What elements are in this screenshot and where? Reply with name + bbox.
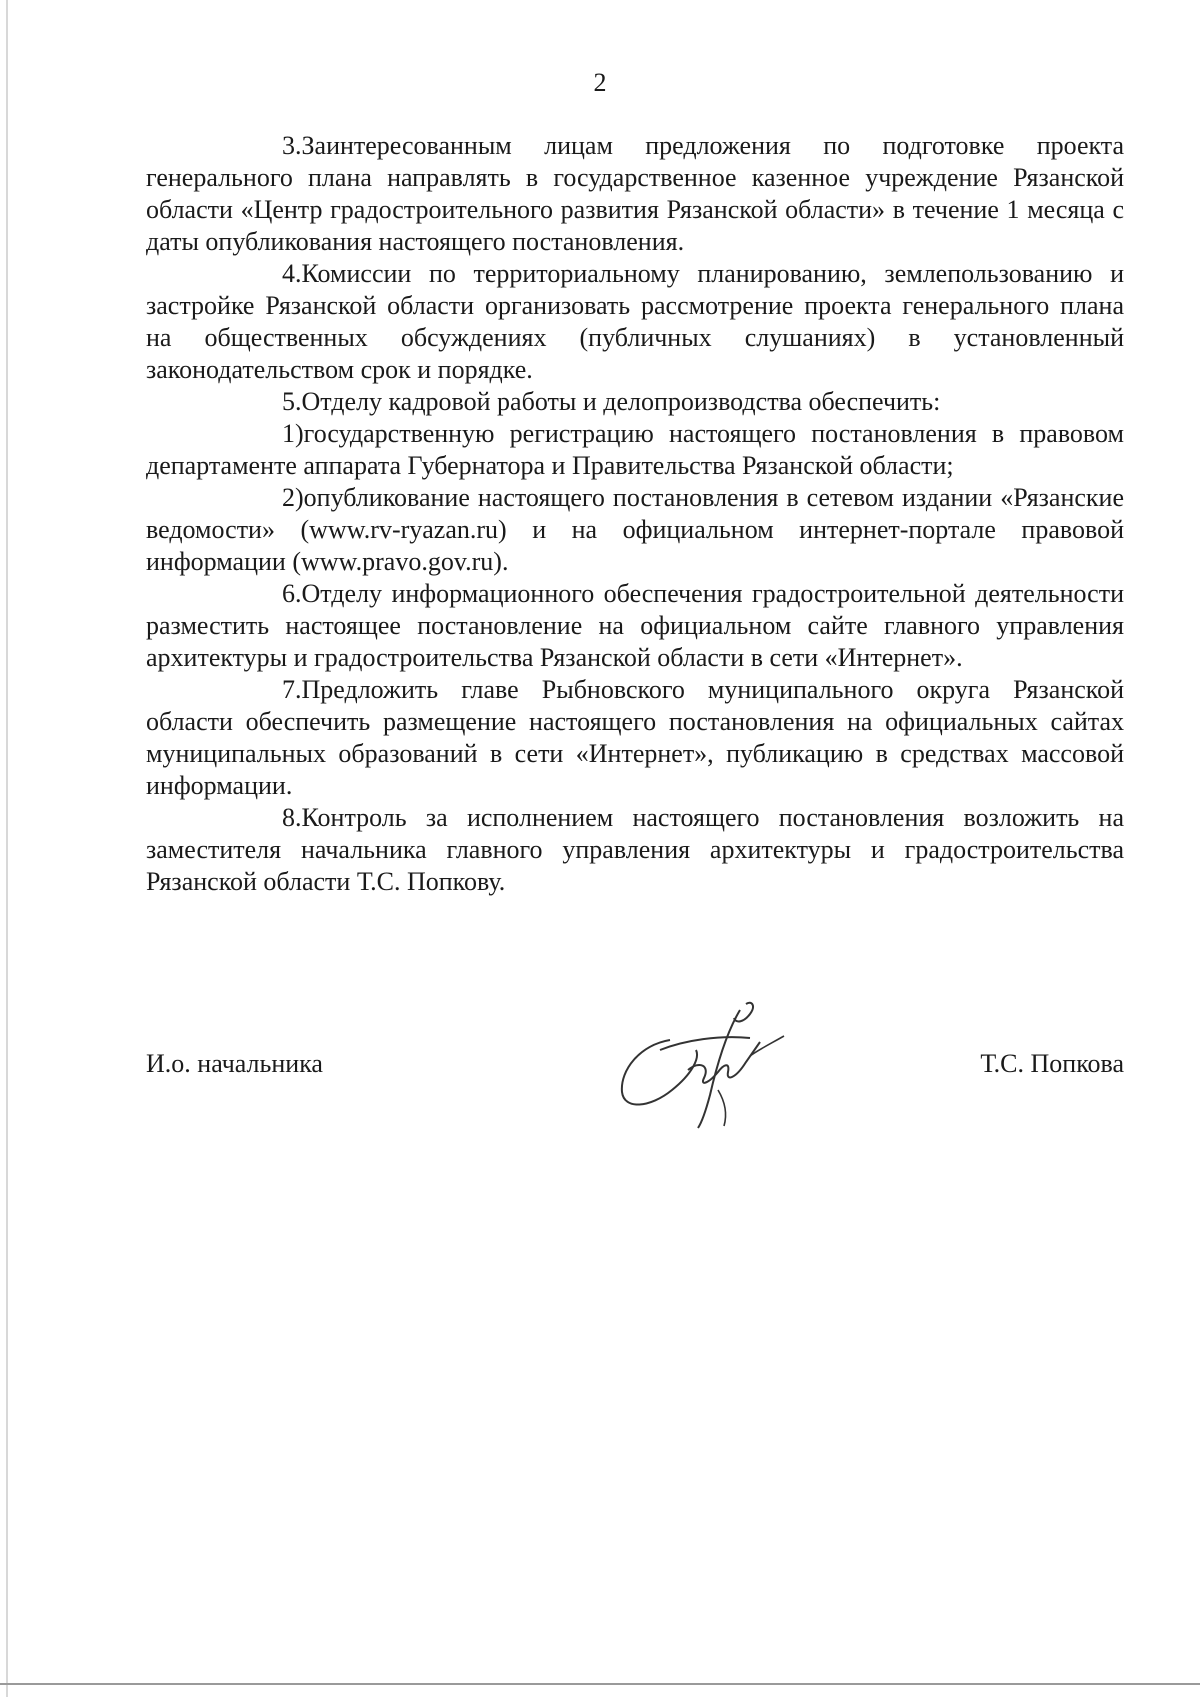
- paragraph-text: Комиссии по территориальному планированию, землепользованию и застройке Рязанской области организовать рассмотрение проекта генерального плана на общественных обсуждениях (публичных слушаниях) в установленный законодательством срок и порядке.: [146, 259, 1124, 384]
- paragraph-5: [146, 386, 1124, 418]
- paragraph-3: [146, 130, 1124, 258]
- paragraph-text: Отделу информационного обеспечения градостроительной деятельности разместить настоящее постановление на официальном сайте главного управления архитектуры и градостроительства Рязанской области в сети «Интернет».: [146, 579, 1124, 672]
- paragraph-number: 2): [282, 483, 304, 512]
- subparagraph-2: [146, 482, 1124, 578]
- paragraph-number: 3.: [282, 131, 302, 160]
- paragraph-number: 5.: [282, 387, 302, 416]
- paragraph-8: [146, 802, 1124, 898]
- paragraph-number: 7.: [282, 675, 302, 704]
- paragraph-text: Отделу кадровой работы и делопроизводства обеспечить:: [301, 387, 941, 416]
- paragraph-text: государственную регистрацию настоящего постановления в правовом департаменте аппарата Губернатора и Правительства Рязанской области;: [146, 419, 1124, 480]
- paragraph-number: 1): [282, 419, 304, 448]
- paragraph-number: 6.: [282, 579, 302, 608]
- bottom-scan-line: [0, 1683, 1200, 1685]
- paragraph-text: Контроль за исполнением настоящего постановления возложить на заместителя начальника главного управления архитектуры и градостроительства Рязанской области Т.С. Попкову.: [146, 803, 1124, 896]
- paragraph-text: Заинтересованным лицам предложения по подготовке проекта генерального плана направлять в государственное казенное учреждение Рязанской области «Центр градостроительного развития Рязанской области» в течение 1 месяца с даты опубликования настоящего постановления.: [146, 131, 1124, 256]
- paragraph-4: [146, 258, 1124, 386]
- handwritten-signature-icon: [600, 1000, 790, 1130]
- signature-block: [146, 1040, 1124, 1180]
- paragraph-7: [146, 674, 1124, 802]
- paragraph-number: 4.: [282, 259, 302, 288]
- signatory-name: Т.С. Попкова: [980, 1049, 1124, 1078]
- subparagraph-1: [146, 418, 1124, 482]
- page-number: 2: [593, 68, 607, 97]
- signatory-position: И.о. начальника: [146, 1049, 323, 1078]
- scan-edge: [6, 0, 8, 1697]
- paragraph-6: [146, 578, 1124, 674]
- document-body: [146, 130, 1124, 898]
- paragraph-number: 8.: [282, 803, 302, 832]
- paragraph-text: опубликование настоящего постановления в сетевом издании «Рязанские ведомости» (www.rv-ryazan.ru) и на официальном интернет-портале правовой информации (www.pravo.gov.ru).: [146, 483, 1124, 576]
- paragraph-text: Предложить главе Рыбновского муниципального округа Рязанской области обеспечить размещение настоящего постановления на официальных сайтах муниципальных образований в сети «Интернет», публикацию в средствах массовой информации.: [146, 675, 1124, 800]
